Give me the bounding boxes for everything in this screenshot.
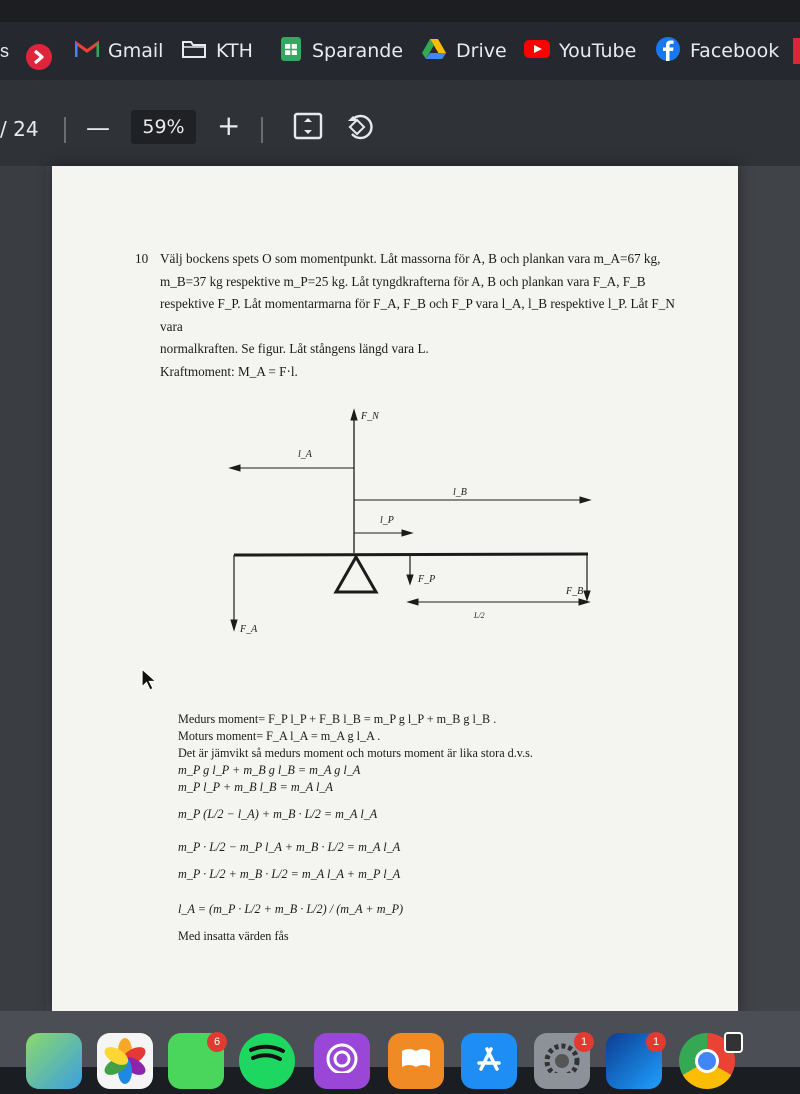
bookmark-label: Sparande	[312, 40, 404, 62]
bookmark-label: KTH	[216, 40, 253, 62]
equation: m_P g l_P + m_B g l_B = m_A g l_A	[178, 763, 361, 777]
books-app-icon[interactable]	[388, 1033, 444, 1089]
label-half-length: L/2	[474, 611, 485, 620]
equation: l_A = (m_P · L/2 + m_B · L/2) / (m_A + m_P)	[178, 902, 404, 916]
problem-number: 10	[135, 251, 149, 266]
blue-app-badge: 1	[646, 1032, 666, 1052]
label-arm-a: l_A	[298, 449, 312, 460]
zoom-value: 59%	[142, 116, 185, 138]
solution-line: Moturs moment= F_A l_A = m_A g l_A .	[178, 729, 381, 743]
bookmark-overflow[interactable]: s	[0, 41, 9, 61]
zoom-out-button[interactable]: —	[86, 114, 110, 142]
equation: m_P l_P + m_B l_B = m_A l_A	[178, 780, 333, 794]
solution-line: Medurs moment= F_P l_P + F_B l_B = m_P g l_P + m_B g l_B .	[178, 712, 497, 726]
problem-line: respektive F_P. Låt momentarmarna för F_A, F_B och F_P vara l_A, l_B respektive l_P. Låt F_N vara	[160, 296, 675, 334]
solution-line: Det är jämvikt så medurs moment och moturs moment är lika stora d.v.s.	[178, 746, 533, 760]
equation: m_P (L/2 − l_A) + m_B · L/2 = m_A l_A	[178, 807, 378, 821]
app-window-indicator	[724, 1032, 743, 1053]
problem-line: normalkraften. Se figur. Låt stångens längd vara L.	[160, 341, 429, 356]
maps-app-icon[interactable]	[26, 1033, 82, 1089]
photos-app-icon[interactable]	[97, 1033, 153, 1089]
podcasts-app-icon[interactable]	[314, 1033, 370, 1089]
equation: m_P · L/2 + m_B · L/2 = m_A l_A + m_P l_A	[178, 867, 401, 881]
bookmark-label: Facebook	[690, 40, 780, 62]
label-force-p: F_P	[418, 574, 436, 585]
problem-line: m_B=37 kg respektive m_P=25 kg. Låt tyngdkrafterna för A, B och plankan vara F_A, F_B	[160, 273, 646, 289]
label-arm-p: l_P	[380, 515, 394, 526]
zoom-in-button[interactable]: +	[217, 109, 241, 142]
label-arm-b: l_B	[453, 487, 467, 498]
solution-text	[178, 711, 658, 945]
bookmark-label: Gmail	[108, 40, 164, 62]
bookmark-label: YouTube	[559, 40, 637, 62]
page-count: / 24	[0, 117, 39, 141]
spotify-app-icon[interactable]	[239, 1033, 295, 1089]
label-normal-force: F_N	[361, 411, 379, 422]
messages-badge: 6	[207, 1032, 227, 1052]
problem-line: Välj bockens spets O som momentpunkt. Låt massorna för A, B och plankan vara m_A=67 kg,	[160, 251, 661, 266]
solution-line: Med insatta värden fås	[178, 929, 289, 943]
label-force-b: F_B	[566, 586, 584, 597]
bookmark-label: Drive	[456, 40, 507, 62]
mouse-cursor-icon	[141, 668, 159, 697]
equation: m_P · L/2 − m_P l_A + m_B · L/2 = m_A l_A	[178, 840, 401, 854]
label-force-a: F_A	[240, 624, 258, 635]
settings-badge: 1	[574, 1032, 594, 1052]
app-store-app-icon[interactable]	[461, 1033, 517, 1089]
problem-line: Kraftmoment: M_A = F·l.	[160, 363, 298, 379]
